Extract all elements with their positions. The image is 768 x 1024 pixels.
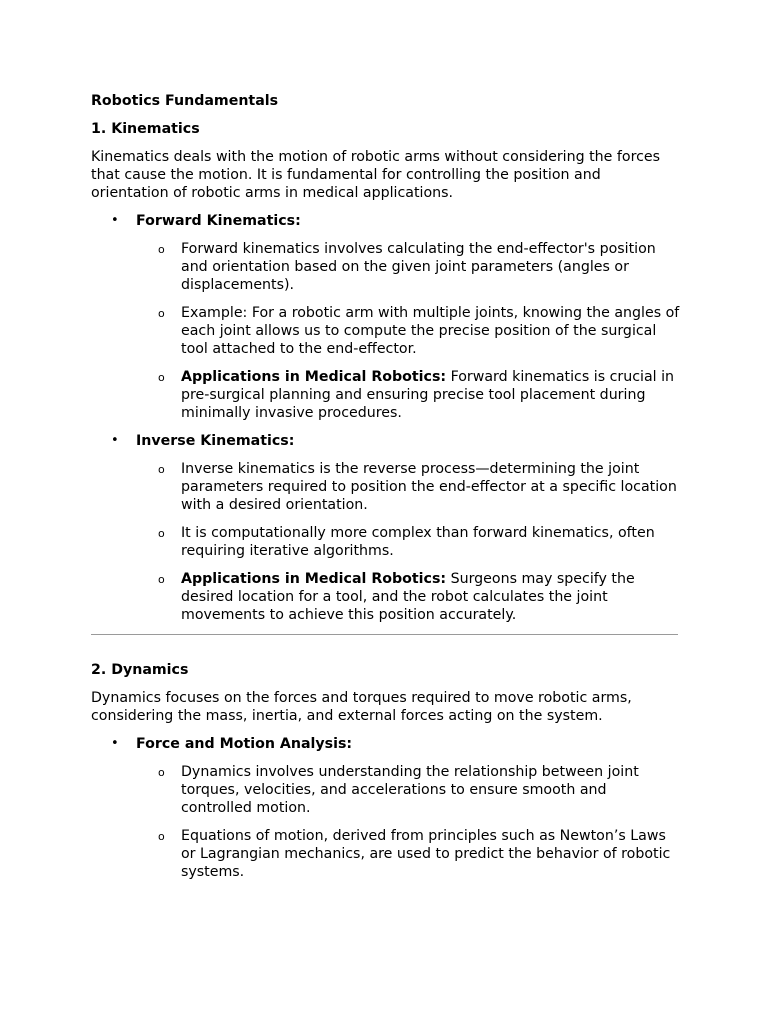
list-item (136, 240, 681, 294)
section-divider (91, 634, 678, 635)
subitem-text: Example: For a robotic arm with multiple joints, knowing the angles of each joint allows us to compute the precise position of the surgical tool attached to the end-effector. (181, 305, 680, 357)
circle-bullet-icon: o (158, 573, 165, 586)
subtopic-list (136, 240, 681, 422)
section-intro: Kinematics deals with the motion of robotic arms without considering the forces that cause the motion. It is fundamental for controlling the position and orientation of robotic arms in medical applications. (91, 149, 661, 201)
section-heading: 2. Dynamics (91, 662, 189, 678)
bullet-icon: • (111, 736, 119, 751)
circle-bullet-icon: o (158, 830, 165, 843)
section-kinematics (91, 120, 681, 624)
subtopic-list (136, 763, 681, 881)
subitem-bold-lead: Applications in Medical Robotics: (181, 571, 447, 587)
subtopic-list (136, 460, 681, 624)
document-title: Robotics Fundamentals (91, 93, 279, 109)
subitem-text: It is computationally more complex than forward kinematics, often requiring iterative algorithms. (181, 525, 655, 559)
list-item (136, 570, 681, 624)
list-item (136, 368, 681, 422)
document-body (91, 92, 681, 891)
bullet-icon: • (111, 213, 119, 228)
topic-label: Inverse Kinematics: (136, 433, 295, 449)
topic-label: Force and Motion Analysis: (136, 736, 353, 752)
topic-label: Forward Kinematics: (136, 213, 301, 229)
topic-list (91, 212, 681, 624)
circle-bullet-icon: o (158, 766, 165, 779)
subitem-text: Forward kinematics involves calculating the end-effector's position and orientation based on the given joint parameters (angles or displacements). (181, 241, 656, 293)
list-item (136, 524, 681, 560)
section-dynamics (91, 661, 681, 881)
circle-bullet-icon: o (158, 243, 165, 256)
section-heading: 1. Kinematics (91, 121, 200, 137)
section-intro: Dynamics focuses on the forces and torques required to move robotic arms, considering the mass, inertia, and external forces acting on the system. (91, 690, 632, 724)
list-item (136, 763, 681, 817)
list-item (136, 827, 681, 881)
list-item (91, 432, 681, 624)
list-item (91, 212, 681, 422)
subitem-text: Surgeons may specify the desired location for a tool, and the robot calculates the joint movements to achieve this position accurately. (181, 571, 635, 623)
list-item (136, 304, 681, 358)
topic-list (91, 735, 681, 881)
circle-bullet-icon: o (158, 527, 165, 540)
circle-bullet-icon: o (158, 463, 165, 476)
circle-bullet-icon: o (158, 307, 165, 320)
list-item (136, 460, 681, 514)
subitem-text: Equations of motion, derived from principles such as Newton’s Laws or Lagrangian mechanics, are used to predict the behavior of robotic systems. (181, 828, 671, 880)
subitem-bold-lead: Applications in Medical Robotics: (181, 369, 447, 385)
subitem-text: Forward kinematics is crucial in pre-surgical planning and ensuring precise tool placement during minimally invasive procedures. (181, 369, 675, 421)
subitem-text: Dynamics involves understanding the relationship between joint torques, velocities, and accelerations to ensure smooth and controlled motion. (181, 764, 639, 816)
bullet-icon: • (111, 433, 119, 448)
circle-bullet-icon: o (158, 371, 165, 384)
list-item (91, 735, 681, 881)
subitem-text: Inverse kinematics is the reverse process—determining the joint parameters required to position the end-effector at a specific location with a desired orientation. (181, 461, 677, 513)
